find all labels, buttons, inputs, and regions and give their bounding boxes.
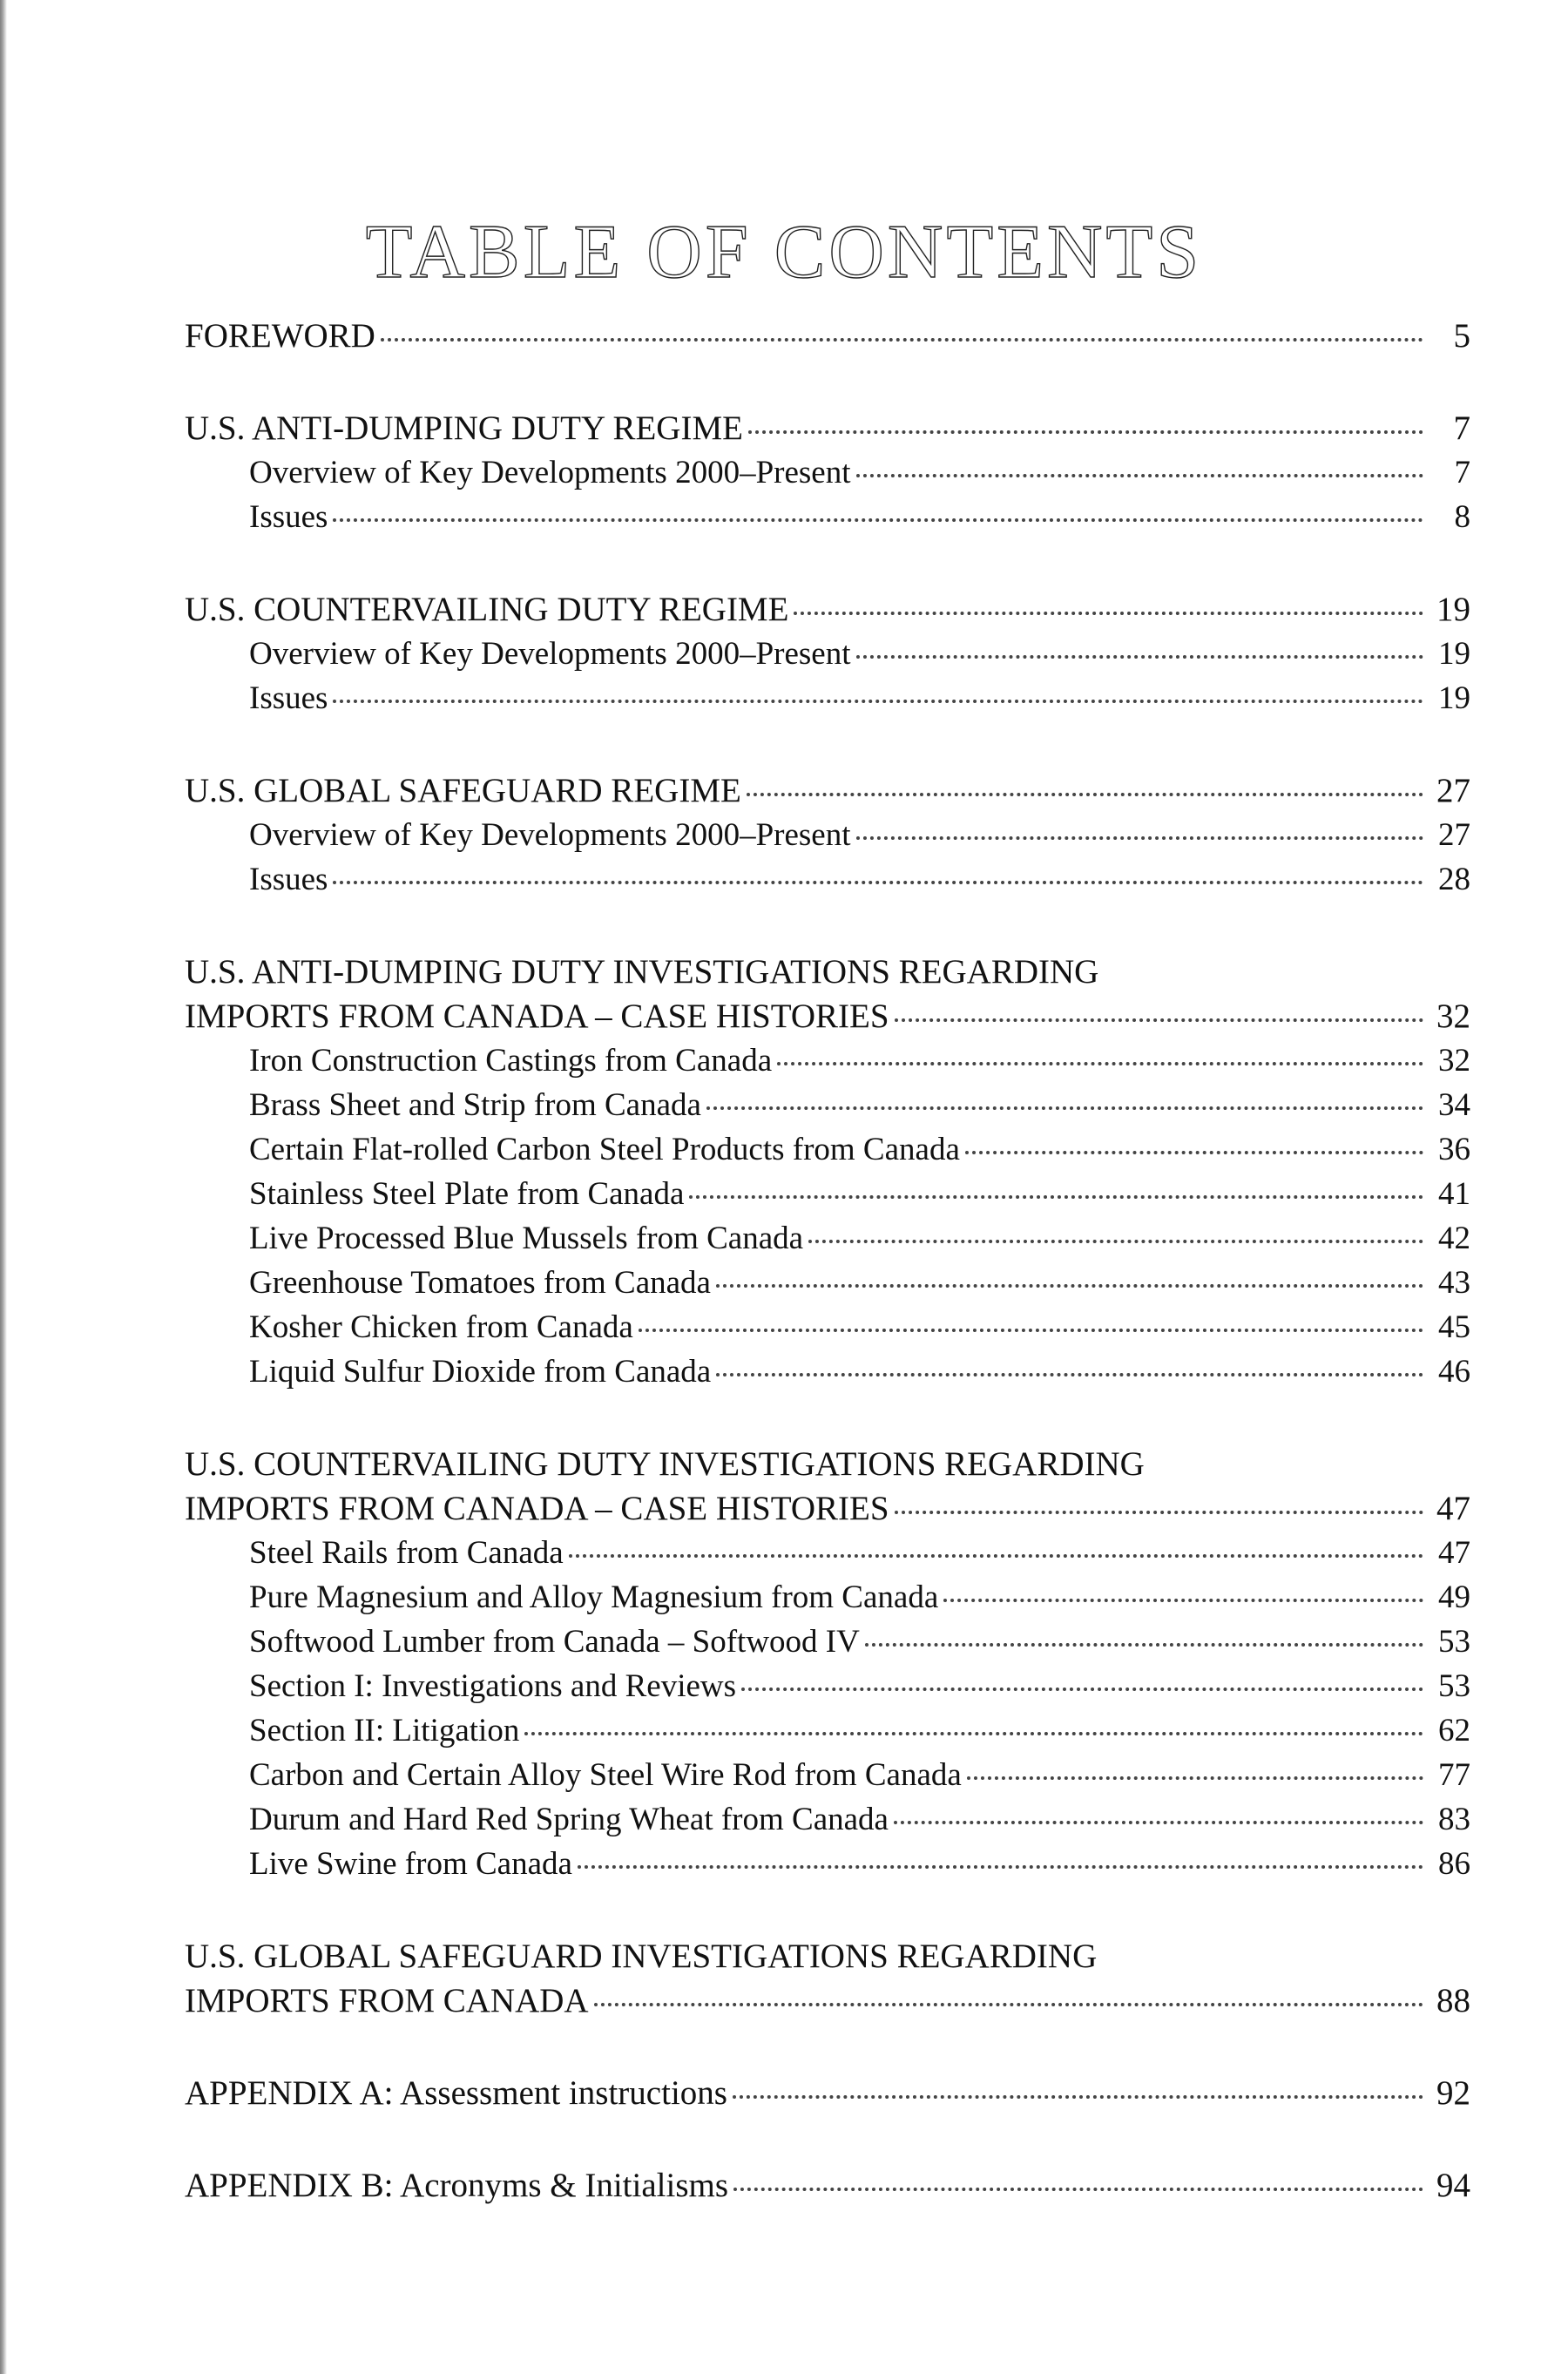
dot-leader bbox=[733, 2095, 1423, 2099]
toc-subentry[interactable] bbox=[185, 1038, 1470, 1083]
toc-page-number: 28 bbox=[1438, 862, 1470, 897]
dot-leader bbox=[856, 655, 1424, 659]
toc-entry-label: Live Swine from Canada bbox=[249, 1846, 572, 1882]
toc-entry[interactable] bbox=[185, 1486, 1470, 1531]
dot-leader bbox=[895, 1018, 1423, 1022]
toc-page-number: 42 bbox=[1438, 1221, 1470, 1256]
dot-leader bbox=[794, 612, 1423, 615]
toc-section bbox=[185, 950, 1470, 1394]
toc-page-number: 7 bbox=[1453, 409, 1470, 447]
toc-page-number: 43 bbox=[1438, 1265, 1470, 1301]
toc-section bbox=[185, 1442, 1470, 1886]
toc-page-number: 8 bbox=[1454, 499, 1470, 535]
toc-entry[interactable] bbox=[185, 994, 1470, 1038]
toc-entry-label: Overview of Key Developments 2000–Present bbox=[249, 455, 851, 490]
toc-entry-label: Brass Sheet and Strip from Canada bbox=[249, 1087, 701, 1123]
dot-leader bbox=[716, 1373, 1423, 1376]
toc-page-number: 47 bbox=[1438, 1535, 1470, 1571]
dot-leader bbox=[639, 1329, 1423, 1332]
toc-entry-label: IMPORTS FROM CANADA bbox=[185, 1982, 589, 2019]
toc-section bbox=[185, 314, 1470, 358]
toc-page-number: 46 bbox=[1438, 1354, 1470, 1390]
toc-page-number: 7 bbox=[1454, 455, 1470, 490]
toc-entry-label: U.S. ANTI-DUMPING DUTY INVESTIGATIONS REGARDING bbox=[185, 953, 1099, 991]
toc-subentry[interactable] bbox=[185, 450, 1470, 495]
toc-section bbox=[185, 406, 1470, 539]
toc-subentry[interactable] bbox=[185, 1349, 1470, 1394]
toc-subentry[interactable] bbox=[185, 1620, 1470, 1664]
dot-leader bbox=[569, 1554, 1423, 1558]
toc-page-number: 27 bbox=[1438, 817, 1470, 853]
toc-entry-label: APPENDIX A: Assessment instructions bbox=[185, 2074, 727, 2112]
toc-subentry[interactable] bbox=[185, 1575, 1470, 1620]
toc-section bbox=[185, 768, 1470, 902]
dot-leader bbox=[578, 1865, 1423, 1869]
toc-page-number: 47 bbox=[1436, 1490, 1470, 1527]
toc-subentry[interactable] bbox=[185, 1127, 1470, 1172]
toc-subentry[interactable] bbox=[185, 1531, 1470, 1575]
dot-leader bbox=[741, 1688, 1423, 1691]
toc-entry-label: IMPORTS FROM CANADA – CASE HISTORIES bbox=[185, 1490, 889, 1527]
toc-entry-label: U.S. GLOBAL SAFEGUARD REGIME bbox=[185, 772, 741, 809]
toc-entry-label: Section II: Litigation bbox=[249, 1713, 520, 1748]
toc-entry-label: Carbon and Certain Alloy Steel Wire Rod from Canada bbox=[249, 1757, 962, 1793]
toc-entry[interactable] bbox=[185, 314, 1470, 358]
toc-page-number: 27 bbox=[1436, 772, 1470, 809]
toc-entry-label: U.S. COUNTERVAILING DUTY REGIME bbox=[185, 591, 789, 628]
toc-entry[interactable] bbox=[185, 406, 1470, 450]
dot-leader bbox=[895, 1511, 1423, 1514]
dot-leader bbox=[965, 1151, 1423, 1154]
dot-leader bbox=[894, 1821, 1423, 1824]
toc-section bbox=[185, 1934, 1470, 2023]
dot-leader bbox=[333, 518, 1423, 522]
toc-entry-label: Softwood Lumber from Canada – Softwood IV bbox=[249, 1624, 860, 1660]
toc-entry-label: Section I: Investigations and Reviews bbox=[249, 1668, 737, 1704]
toc-entry-label: Steel Rails from Canada bbox=[249, 1535, 564, 1571]
dot-leader bbox=[333, 700, 1423, 703]
toc-page-number: 83 bbox=[1438, 1802, 1470, 1837]
dot-leader bbox=[856, 836, 1424, 840]
toc-page-number: 45 bbox=[1438, 1309, 1470, 1345]
toc-subentry[interactable] bbox=[185, 1261, 1470, 1305]
toc-entry-label: Greenhouse Tomatoes from Canada bbox=[249, 1265, 711, 1301]
dot-leader bbox=[716, 1284, 1423, 1288]
toc-page-number: 41 bbox=[1438, 1176, 1470, 1212]
toc-section bbox=[185, 2163, 1470, 2208]
toc-entry[interactable] bbox=[185, 768, 1470, 813]
toc-entry-label: U.S. ANTI-DUMPING DUTY REGIME bbox=[185, 409, 743, 447]
toc-entry-label: FOREWORD bbox=[185, 317, 375, 355]
toc-entry-label: Overview of Key Developments 2000–Present bbox=[249, 636, 851, 672]
toc-subentry[interactable] bbox=[185, 632, 1470, 676]
toc-subentry[interactable] bbox=[185, 813, 1470, 857]
toc-subentry[interactable] bbox=[185, 1305, 1470, 1349]
toc-entry-label: U.S. COUNTERVAILING DUTY INVESTIGATIONS REGARDING bbox=[185, 1445, 1145, 1483]
dot-leader bbox=[706, 1106, 1423, 1110]
toc-heading-line[interactable] bbox=[185, 1934, 1470, 1978]
toc-heading-line[interactable] bbox=[185, 1442, 1470, 1486]
dot-leader bbox=[733, 2188, 1423, 2191]
toc-page-number: 88 bbox=[1436, 1982, 1470, 2019]
toc-subentry[interactable] bbox=[185, 676, 1470, 720]
toc-entry-label: Liquid Sulfur Dioxide from Canada bbox=[249, 1354, 712, 1390]
toc-section bbox=[185, 587, 1470, 720]
toc-entry-label: Durum and Hard Red Spring Wheat from Canada bbox=[249, 1802, 889, 1837]
toc-page-number: 19 bbox=[1438, 680, 1470, 716]
toc-page-number: 62 bbox=[1438, 1713, 1470, 1748]
toc-entry-label: IMPORTS FROM CANADA – CASE HISTORIES bbox=[185, 998, 889, 1035]
toc-entry[interactable] bbox=[185, 2071, 1470, 2115]
toc-entry-label: U.S. GLOBAL SAFEGUARD INVESTIGATIONS REGARDING bbox=[185, 1938, 1098, 1975]
toc-entry-label: Kosher Chicken from Canada bbox=[249, 1309, 633, 1345]
dot-leader bbox=[333, 881, 1423, 884]
toc-subentry[interactable] bbox=[185, 495, 1470, 539]
toc-page-number: 53 bbox=[1438, 1624, 1470, 1660]
toc-subentry[interactable] bbox=[185, 1797, 1470, 1842]
toc-page-number: 92 bbox=[1436, 2074, 1470, 2112]
toc-page-number: 5 bbox=[1453, 317, 1470, 355]
dot-leader bbox=[524, 1732, 1423, 1735]
toc-page-number: 36 bbox=[1438, 1132, 1470, 1167]
table-of-contents bbox=[185, 314, 1470, 2208]
toc-page-number: 86 bbox=[1438, 1846, 1470, 1882]
dot-leader bbox=[777, 1062, 1423, 1065]
toc-page-number: 32 bbox=[1438, 1043, 1470, 1079]
toc-entry-label: APPENDIX B: Acronyms & Initialisms bbox=[185, 2167, 729, 2204]
toc-subentry[interactable] bbox=[185, 1083, 1470, 1127]
toc-entry-label: Overview of Key Developments 2000–Present bbox=[249, 817, 851, 853]
toc-page-number: 94 bbox=[1436, 2167, 1470, 2204]
dot-leader bbox=[865, 1643, 1423, 1647]
toc-subentry[interactable] bbox=[185, 1842, 1470, 1886]
toc-heading-line[interactable] bbox=[185, 950, 1470, 994]
toc-page-number: 77 bbox=[1438, 1757, 1470, 1793]
dot-leader bbox=[689, 1195, 1423, 1199]
dot-leader bbox=[747, 793, 1423, 796]
toc-entry[interactable] bbox=[185, 1978, 1470, 2023]
toc-entry[interactable] bbox=[185, 587, 1470, 632]
page-title: TABLE OF CONTENTS bbox=[365, 209, 1203, 294]
toc-entry-label: Issues bbox=[249, 499, 328, 535]
toc-page-number: 32 bbox=[1436, 998, 1470, 1035]
toc-subentry[interactable] bbox=[185, 1664, 1470, 1708]
toc-page-number: 19 bbox=[1438, 636, 1470, 672]
dot-leader bbox=[748, 430, 1423, 434]
dot-leader bbox=[808, 1240, 1423, 1243]
toc-section bbox=[185, 2071, 1470, 2115]
toc-subentry[interactable] bbox=[185, 1172, 1470, 1216]
toc-entry-label: Pure Magnesium and Alloy Magnesium from Canada bbox=[249, 1579, 939, 1615]
dot-leader bbox=[856, 474, 1424, 477]
toc-page-number: 34 bbox=[1438, 1087, 1470, 1123]
toc-subentry[interactable] bbox=[185, 1708, 1470, 1753]
toc-page-number: 53 bbox=[1438, 1668, 1470, 1704]
toc-subentry[interactable] bbox=[185, 857, 1470, 902]
toc-entry-label: Certain Flat-rolled Carbon Steel Products from Canada bbox=[249, 1132, 960, 1167]
dot-leader bbox=[381, 338, 1423, 342]
toc-entry-label: Iron Construction Castings from Canada bbox=[249, 1043, 773, 1079]
toc-entry-label: Stainless Steel Plate from Canada bbox=[249, 1176, 685, 1212]
dot-leader bbox=[967, 1776, 1423, 1780]
toc-entry-label: Issues bbox=[249, 862, 328, 897]
dot-leader bbox=[594, 2003, 1423, 2006]
toc-subentry[interactable] bbox=[185, 1216, 1470, 1261]
toc-page-number: 19 bbox=[1436, 591, 1470, 628]
toc-entry-label: Live Processed Blue Mussels from Canada bbox=[249, 1221, 804, 1256]
toc-entry-label: Issues bbox=[249, 680, 328, 716]
scanned-page-edge bbox=[0, 0, 7, 2374]
toc-page-number: 49 bbox=[1438, 1579, 1470, 1615]
dot-leader bbox=[943, 1599, 1423, 1602]
toc-entry[interactable] bbox=[185, 2163, 1470, 2208]
toc-subentry[interactable] bbox=[185, 1753, 1470, 1797]
